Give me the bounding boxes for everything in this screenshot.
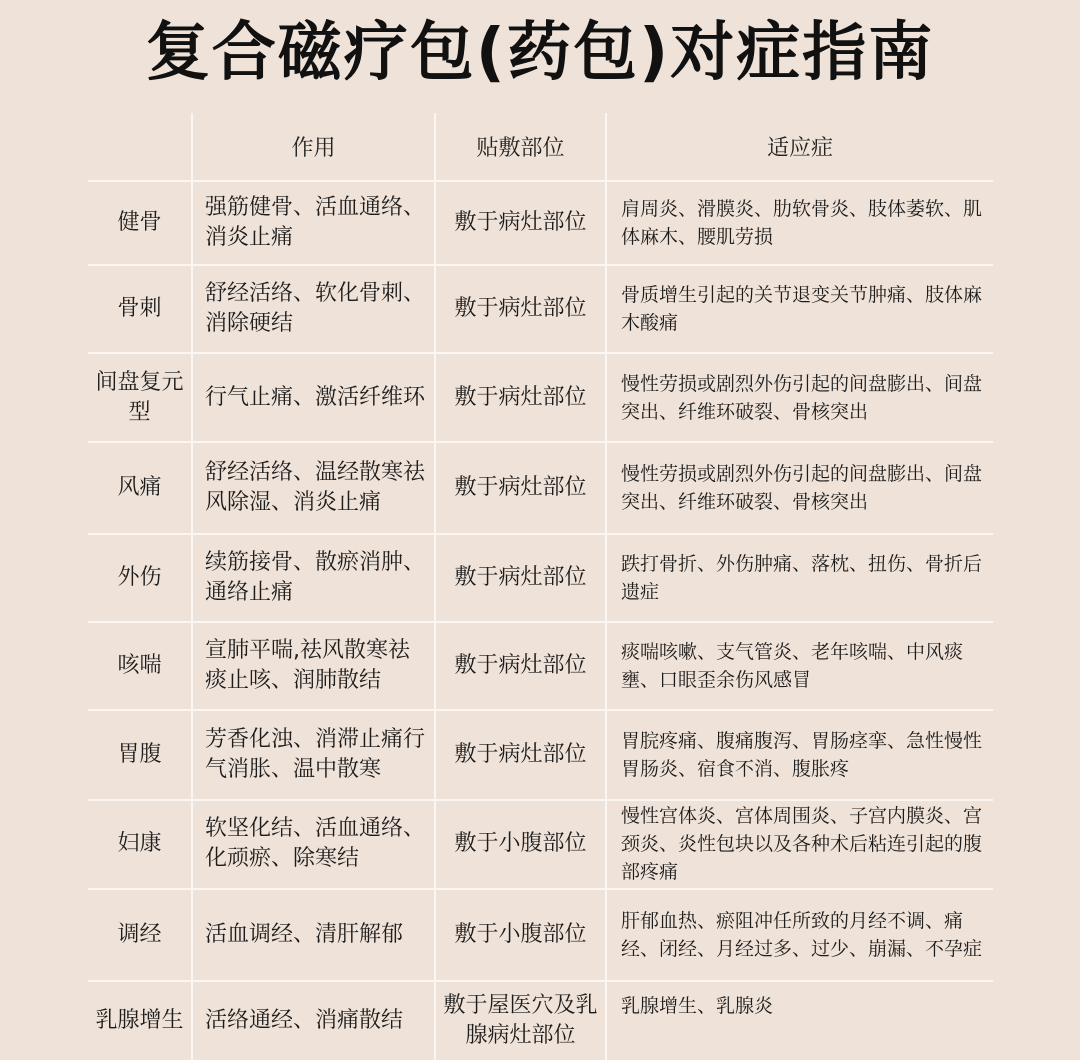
row-effect: 行气止痛、激活纤维环	[192, 353, 435, 441]
row-indication: 胃脘疼痛、腹痛腹泻、胃肠痉挛、急性慢性胃肠炎、宿食不消、腹胀疼	[606, 710, 993, 800]
table-row	[88, 534, 993, 622]
table-row	[88, 181, 993, 265]
header-indication: 适应症	[606, 113, 993, 181]
table-row	[88, 442, 993, 534]
row-name: 咳喘	[88, 622, 192, 710]
row-effect: 续筋接骨、散瘀消肿、通络止痛	[192, 534, 435, 622]
row-site: 敷于病灶部位	[435, 181, 606, 265]
header-name	[88, 113, 192, 181]
row-name: 胃腹	[88, 710, 192, 800]
row-site: 敷于病灶部位	[435, 622, 606, 710]
row-effect: 软坚化结、活血通络、化顽瘀、除寒结	[192, 800, 435, 888]
page-title: 复合磁疗包(药包)对症指南	[145, 16, 935, 90]
row-indication: 慢性劳损或剧烈外伤引起的间盘膨出、间盘突出、纤维环破裂、骨核突出	[606, 353, 993, 441]
row-indication: 痰喘咳嗽、支气管炎、老年咳喘、中风痰壅、口眼歪余伤风感冒	[606, 622, 993, 710]
row-indication: 骨质增生引起的关节退变关节肿痛、肢体麻木酸痛	[606, 265, 993, 353]
row-indication: 肩周炎、滑膜炎、肋软骨炎、肢体萎软、肌体麻木、腰肌劳损	[606, 181, 993, 265]
row-name: 外伤	[88, 534, 192, 622]
row-name: 间盘复元型	[88, 353, 192, 441]
table-row	[88, 622, 993, 710]
table-row	[88, 710, 993, 800]
row-indication: 肝郁血热、瘀阻冲任所致的月经不调、痛经、闭经、月经过多、过少、崩漏、不孕症	[606, 889, 993, 981]
row-effect: 活血调经、清肝解郁	[192, 889, 435, 981]
header-effect: 作用	[192, 113, 435, 181]
row-site: 敷于病灶部位	[435, 442, 606, 534]
row-effect: 强筋健骨、活血通络、消炎止痛	[192, 181, 435, 265]
row-site: 敷于病灶部位	[435, 265, 606, 353]
row-effect: 芳香化浊、消滞止痛行气消胀、温中散寒	[192, 710, 435, 800]
row-indication: 慢性宫体炎、宫体周围炎、子宫内膜炎、宫颈炎、炎性包块以及各种术后粘连引起的腹部疼痛	[606, 800, 993, 888]
row-name: 风痛	[88, 442, 192, 534]
row-name: 妇康	[88, 800, 192, 888]
row-indication: 跌打骨折、外伤肿痛、落枕、扭伤、骨折后遗症	[606, 534, 993, 622]
row-effect: 宣肺平喘,祛风散寒祛痰止咳、润肺散结	[192, 622, 435, 710]
row-name: 健骨	[88, 181, 192, 265]
row-effect: 舒经活络、软化骨刺、消除硬结	[192, 265, 435, 353]
table-row	[88, 889, 993, 981]
row-name: 骨刺	[88, 265, 192, 353]
row-site: 敷于小腹部位	[435, 889, 606, 981]
row-site: 敷于屋医穴及乳腺病灶部位	[435, 981, 606, 1060]
row-indication: 乳腺增生、乳腺炎	[606, 981, 993, 1060]
row-effect: 活络通经、消痛散结	[192, 981, 435, 1060]
row-indication: 慢性劳损或剧烈外伤引起的间盘膨出、间盘突出、纤维环破裂、骨核突出	[606, 442, 993, 534]
table-row	[88, 981, 993, 1060]
header-site: 贴敷部位	[435, 113, 606, 181]
row-site: 敷于病灶部位	[435, 353, 606, 441]
row-site: 敷于病灶部位	[435, 534, 606, 622]
row-site: 敷于小腹部位	[435, 800, 606, 888]
row-site: 敷于病灶部位	[435, 710, 606, 800]
table-header-row	[88, 113, 993, 181]
row-effect: 舒经活络、温经散寒祛风除湿、消炎止痛	[192, 442, 435, 534]
table-row	[88, 265, 993, 353]
table-row	[88, 353, 993, 441]
row-name: 乳腺增生	[88, 981, 192, 1060]
indication-table	[88, 113, 993, 1060]
row-name: 调经	[88, 889, 192, 981]
table-row	[88, 800, 993, 888]
